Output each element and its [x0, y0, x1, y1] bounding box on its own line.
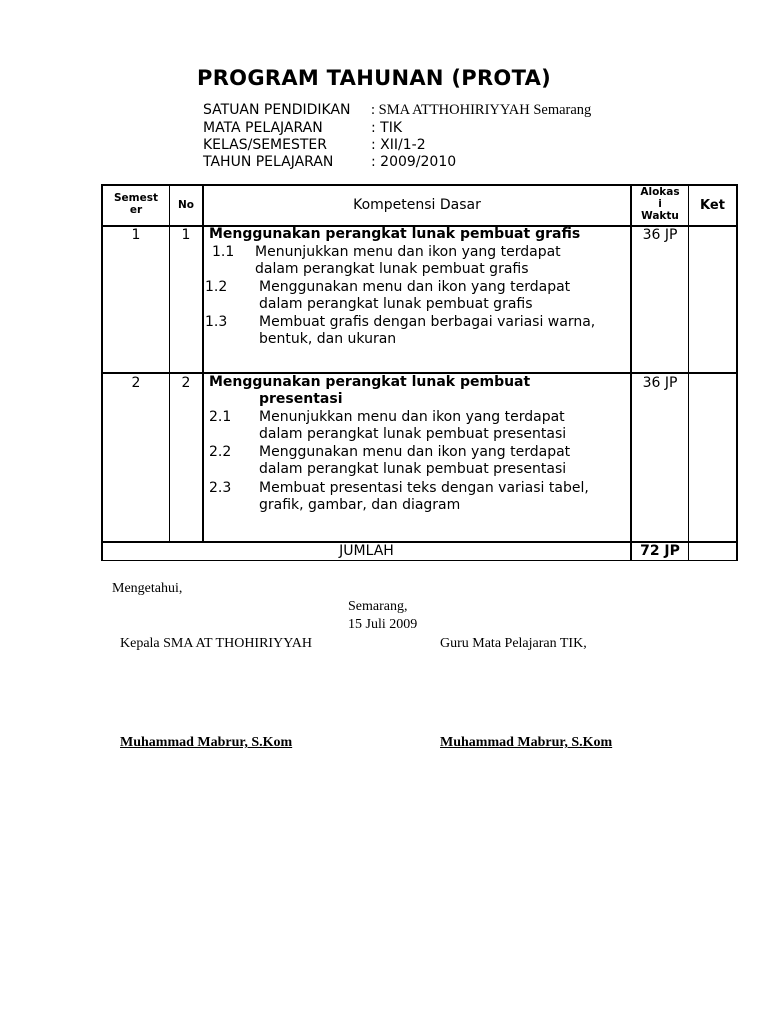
meta-value: : 2009/2010 — [371, 154, 457, 170]
row2-semester: 2 — [131, 375, 141, 391]
meta-row-satuan — [203, 102, 591, 119]
total-label: JUMLAH — [339, 543, 394, 559]
kd-number: 2.2 — [209, 444, 232, 460]
table-border-bottom — [101, 560, 738, 561]
kd-text: Membuat presentasi teks dengan variasi tabel, — [259, 480, 589, 496]
row2-standar-kompetensi-cont: presentasi — [259, 391, 343, 407]
header-no: No — [177, 199, 194, 211]
kd-text: Membuat grafis dengan berbagai variasi warna, — [259, 314, 596, 330]
right-signatory-name: Muhammad Mabrur, S.Kom — [440, 735, 613, 750]
kd-text: Menunjukkan menu dan ikon yang terdapat — [255, 244, 561, 260]
header-semester-line: er — [129, 204, 143, 216]
meta-label: KELAS/SEMESTER — [203, 137, 327, 153]
kd-number: 1.3 — [205, 314, 228, 330]
kd-text: dalam perangkat lunak pembuat grafis — [255, 261, 529, 277]
row2-alokasi: 36 JP — [642, 375, 678, 391]
kd-text: grafik, gambar, dan diagram — [259, 497, 461, 513]
row1-no: 1 — [181, 227, 191, 243]
right-signatory-role: Guru Mata Pelajaran TIK, — [440, 636, 587, 651]
header-alokasi-waktu — [632, 186, 688, 222]
left-signatory-role: Kepala SMA AT THOHIRIYYAH — [120, 636, 312, 651]
signature-city: Semarang, — [348, 599, 408, 614]
kd-text: Menggunakan menu dan ikon yang terdapat — [259, 444, 571, 460]
header-semester — [103, 192, 169, 216]
kd-text: Menggunakan menu dan ikon yang terdapat — [259, 279, 571, 295]
kd-text: dalam perangkat lunak pembuat presentasi — [259, 461, 567, 477]
header-semester-line: Semest — [113, 192, 158, 204]
meta-label: MATA PELAJARAN — [203, 120, 323, 136]
meta-row-tahun — [203, 154, 456, 171]
meta-row-kelas — [203, 137, 426, 154]
meta-label: SATUAN PENDIDIKAN — [203, 102, 351, 118]
header-alokasi-line: Alokas — [640, 186, 680, 198]
row1-alokasi: 36 JP — [642, 227, 678, 243]
header-alokasi-line: Waktu — [641, 210, 679, 222]
mengetahui-text: Mengetahui, — [112, 581, 183, 596]
meta-label: TAHUN PELAJARAN — [203, 154, 334, 170]
meta-value: : SMA ATTHOHIRIYYAH Semarang — [371, 102, 592, 118]
col-divider-ket — [688, 184, 689, 561]
meta-value: : TIK — [371, 120, 403, 136]
signature-date: 15 Juli 2009 — [348, 617, 418, 632]
left-signatory-name: Muhammad Mabrur, S.Kom — [120, 735, 293, 750]
document-title: PROGRAM TAHUNAN (PROTA) — [197, 66, 552, 90]
total-value: 72 JP — [640, 543, 680, 559]
row1-standar-kompetensi: Menggunakan perangkat lunak pembuat grafis — [209, 226, 581, 242]
kd-number: 2.1 — [209, 409, 232, 425]
row2-standar-kompetensi: Menggunakan perangkat lunak pembuat — [209, 374, 531, 390]
row2-no: 2 — [181, 375, 191, 391]
kd-number: 2.3 — [209, 480, 232, 496]
kd-text: dalam perangkat lunak pembuat presentasi — [259, 426, 567, 442]
table-border-right — [736, 184, 738, 561]
kd-text: dalam perangkat lunak pembuat grafis — [259, 296, 533, 312]
header-ket: Ket — [700, 198, 725, 213]
kd-number: 1.1 — [212, 244, 235, 260]
header-kompetensi-dasar: Kompetensi Dasar — [353, 197, 481, 213]
row1-semester: 1 — [131, 227, 141, 243]
kd-text: bentuk, dan ukuran — [259, 331, 397, 347]
kd-text: Menunjukkan menu dan ikon yang terdapat — [259, 409, 565, 425]
header-alokasi-line: i — [658, 198, 662, 210]
meta-row-mapel — [203, 120, 402, 137]
col-divider-kd — [202, 184, 204, 542]
kd-number: 1.2 — [205, 279, 228, 295]
meta-value: : XII/1-2 — [371, 137, 426, 153]
